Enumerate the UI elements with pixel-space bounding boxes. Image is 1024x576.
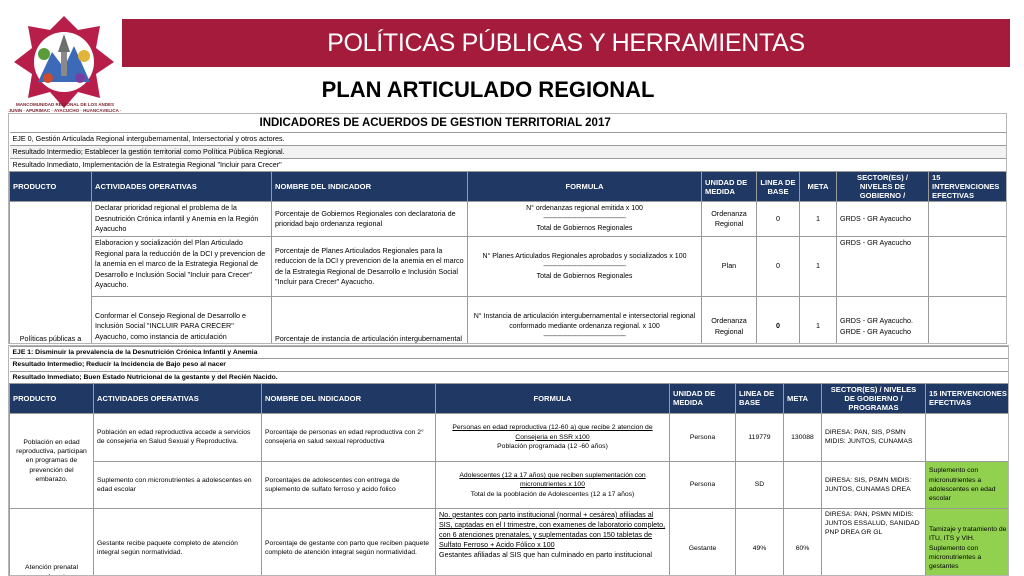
col-producto: PRODUCTO	[10, 172, 92, 202]
intervencion-cell	[929, 297, 1008, 345]
unidad-cell: Gestante	[670, 508, 736, 576]
table-row	[10, 297, 1008, 345]
meta-cell: 60%	[784, 508, 822, 576]
formula-cell	[468, 202, 702, 237]
sector-cell: DIRESA: SIS, PSMN MIDIS: JUNTOS, CUNAMAS DREA	[822, 461, 926, 508]
page-subtitle: PLAN ARTICULADO REGIONAL	[321, 77, 655, 102]
table-row	[10, 413, 1010, 461]
formula-num: No. gestantes con parto institucional (normal + cesárea) afiliadas al SIS, captadas en el I trimestre, con examenes de laboratorio completo, con 6 atenciones prenatales, y suplementadas con 150 tabletas de Sulfato Ferroso + Acido Fólico x 100	[439, 509, 666, 549]
actividad-cell: Elaboracion y socialización del Plan Articulado Regional para la reducción de la DCI y prevencion de la anemia en el marco de la Estrategia Regional de Desarrollo e Inclusión Social "Incluir para Crecer" Ayacucho.	[92, 237, 272, 297]
formula-den: Total de Gobiernos Regionales	[536, 225, 633, 232]
col-meta: META	[800, 172, 837, 202]
col-indicador: NOMBRE DEL INDICADOR	[262, 383, 436, 413]
unidad-cell: Ordenanza Regional	[702, 297, 757, 345]
intervencion-cell: Tamizaje y tratamiento de ITU, ITS y VIH. Suplemento con micronutrientes a gestantes	[926, 508, 1010, 576]
formula-den: Población programada (12 -60 años)	[497, 443, 608, 451]
formula-cell	[436, 508, 670, 576]
actividad-cell: Población en edad reproductiva accede a servicios de consejeria en Salud Sexual y Reproductiva.	[94, 413, 262, 461]
col-meta: META	[784, 383, 822, 413]
meta-cell: 1	[800, 297, 837, 345]
table-row	[10, 237, 1008, 297]
sector-cell: GRDS - GR Ayacucho	[837, 202, 929, 237]
indicador-cell: Porcentaje de personas en edad reproductiva con 2° consejeria en salud sexual reproductiva	[262, 413, 436, 461]
intervencion-cell: Suplemento con micronutrientes a adolescentes en edad escolar	[926, 461, 1010, 508]
formula-num: Personas en edad reproductiva (12-60 a) que recibe 2 atencion de Consejeria en SSR x100	[452, 424, 653, 441]
table1-resultado-intermedio: Resultado Intermedio; Establecer la gestión territorial como Política Pública Regional.	[10, 146, 1008, 159]
actividad-cell: Declarar prioridad regional el problema de la Desnutrición Crónica infantil y Anemia en la Región Ayacucho	[92, 202, 272, 237]
col-producto: PRODUCTO	[10, 383, 94, 413]
formula-den: Total de la poobIación de Adolescentes (12 a 17 años)	[470, 490, 635, 498]
col-formula: FORMULA	[436, 383, 670, 413]
linea-cell: 0	[757, 297, 800, 345]
table-row	[10, 461, 1010, 508]
linea-cell: 49%	[736, 508, 784, 576]
meta-cell: 1	[800, 202, 837, 237]
linea-cell: 0	[757, 237, 800, 297]
formula-sep: ---------------------------------------------	[543, 262, 626, 270]
unidad-cell: Ordenanza Regional	[702, 202, 757, 237]
formula-cell	[468, 237, 702, 297]
sector-cell: DIRESA: PAN, SIS, PSMN MIDIS: JUNTOS, CUNAMAS	[822, 413, 926, 461]
col-intervenciones: 15 INTERVENCIONES EFECTIVAS	[926, 383, 1010, 413]
table2-resultado-intermedio: Resultado Intermedio; Reducir la Incidencia de Bajo peso al nacer	[10, 359, 1010, 371]
table1-title: INDICADORES DE ACUERDOS DE GESTION TERRITORIAL 2017	[10, 114, 1008, 133]
formula-sep: ---------------------------------------------	[543, 215, 626, 222]
logo-regions: JUNIN · APURIMAC · AYACUCHO · HUANCAVELICA ·	[8, 107, 122, 113]
actividad-cell: Gestante recibe paquete completo de atención integral según normatividad.	[94, 508, 262, 576]
intervencion-cell	[929, 237, 1008, 297]
table-row	[10, 202, 1008, 237]
formula-cell	[436, 413, 670, 461]
formula-cell	[468, 297, 702, 345]
meta-cell: 130088	[784, 413, 822, 461]
unidad-cell: Persona	[670, 461, 736, 508]
producto-cell: Atención prenatal	[10, 508, 94, 576]
indicador-cell: Porcentaje de Planes Articulados Regionales para la reduccion de la DCI y prevencion de la anemia en el marco de la Estrategia Regional de Desarrollo e Inclusión Social "Incluir para Crecer" Ayacucho.	[272, 237, 468, 297]
indicador-cell: Porcentajes de adolescentes con entrega de suplemento de sulfato ferroso y acido folico	[262, 461, 436, 508]
formula-num: N° ordenanzas regional emitida x 100	[526, 205, 643, 212]
col-actividades: ACTIVIDADES OPERATIVAS	[94, 383, 262, 413]
indicador-cell: Porcentaje de gestante con parto que reciben paquete completo de atención integral según normatividad.	[262, 508, 436, 576]
col-intervenciones: 15 INTERVENCIONES EFECTIVAS	[929, 172, 1008, 202]
col-sector: SECTOR(ES) / NIVELES DE GOBIERNO / PROGRAMAS	[822, 383, 926, 413]
sector-cell: GRDS - GR Ayacucho. GRDE - GR Ayacucho	[837, 297, 929, 345]
actividad-cell: Conformar el Consejo Regional de Desarrollo e Inclusión Social "INCLUIR PARA CRECER" Ayacucho, como instancia de articulación	[92, 297, 272, 345]
formula-sep: ---------------------------------------------	[543, 332, 626, 340]
actividad-cell: Suplemento con micronutrientes a adolescentes en edad escolar	[94, 461, 262, 508]
linea-cell: 119779	[736, 413, 784, 461]
col-unidad: UNIDAD DE MEDIDA	[670, 383, 736, 413]
table1-eje: EJE 0, Gestión Articulada Regional intergubernamental, Intersectorial y otros actores.	[10, 133, 1008, 146]
producto-cell: Políticas públicas a	[10, 202, 92, 345]
meta-cell: 1	[800, 237, 837, 297]
indicador-cell: Porcentaje de Gobiernos Regionales con declaratoria de prioridad bajo ordenanza regional	[272, 202, 468, 237]
meta-cell	[784, 461, 822, 508]
formula-num: N° Planes Articulados Regionales aprobados y socializados x 100	[482, 252, 687, 260]
table2-eje: EJE 1: Disminuir la prevalencia de la Desnutrición Crónica Infantil y Anemia	[10, 347, 1010, 359]
banner-title: POLÍTICAS PÚBLICAS Y HERRAMIENTAS	[122, 19, 1010, 67]
formula-num: N° Instancia de articulación intergubernamental e intersectorial regional conformado mediante ordenanza regional. x 100	[473, 312, 696, 330]
sector-cell: GRDS - GR Ayacucho	[837, 237, 929, 297]
logo-title: MANCOMUNIDAD REGIONAL DE LOS ANDES	[15, 102, 114, 107]
table-row	[10, 508, 1010, 576]
col-formula: FORMULA	[468, 172, 702, 202]
intervencion-cell	[929, 202, 1008, 237]
col-actividades: ACTIVIDADES OPERATIVAS	[92, 172, 272, 202]
linea-cell: 0	[757, 202, 800, 237]
table2-resultado-inmediato: Resultado Inmediato; Buen Estado Nutricional de la gestante y del Recién Nacido.	[10, 371, 1010, 383]
col-unidad: UNIDAD DE MEDIDA	[702, 172, 757, 202]
col-sector: SECTOR(ES) / NIVELES DE GOBIERNO /	[837, 172, 929, 202]
col-linea-base: LINEA DE BASE	[757, 172, 800, 202]
linea-cell: SD	[736, 461, 784, 508]
col-linea-base: LINEA DE BASE	[736, 383, 784, 413]
formula-den: Gestantes afiliadas al SIS que han culminado en parto institucional	[439, 549, 652, 559]
table1-resultado-inmediato: Resultado Inmediato, Implementación de la Estrategia Regional "Incluir para Crecer"	[10, 159, 1008, 172]
indicadores-table-1	[8, 113, 1007, 344]
indicador-cell: Porcentaje de instancia de articulación intergubernamental	[272, 297, 468, 345]
col-indicador: NOMBRE DEL INDICADOR	[272, 172, 468, 202]
unidad-cell: Persona	[670, 413, 736, 461]
indicadores-table-2	[8, 345, 1009, 576]
sector-cell: DIRESA: PAN, PSMN MIDIS: JUNTOS ESSALUD, SANIDAD PNP DREA GR GL	[822, 508, 926, 576]
producto-cell: Población en edad reproductiva, participan en programas de prevención del embarazo.	[10, 413, 94, 508]
intervencion-cell	[926, 413, 1010, 461]
formula-cell	[436, 461, 670, 508]
unidad-cell: Plan	[702, 237, 757, 297]
formula-num: Adolescentes (12 a 17 años) que reciben suplementación con micronutrientes x 100	[459, 471, 646, 489]
formula-den: Total de Gobiernos Regionales	[536, 272, 633, 280]
